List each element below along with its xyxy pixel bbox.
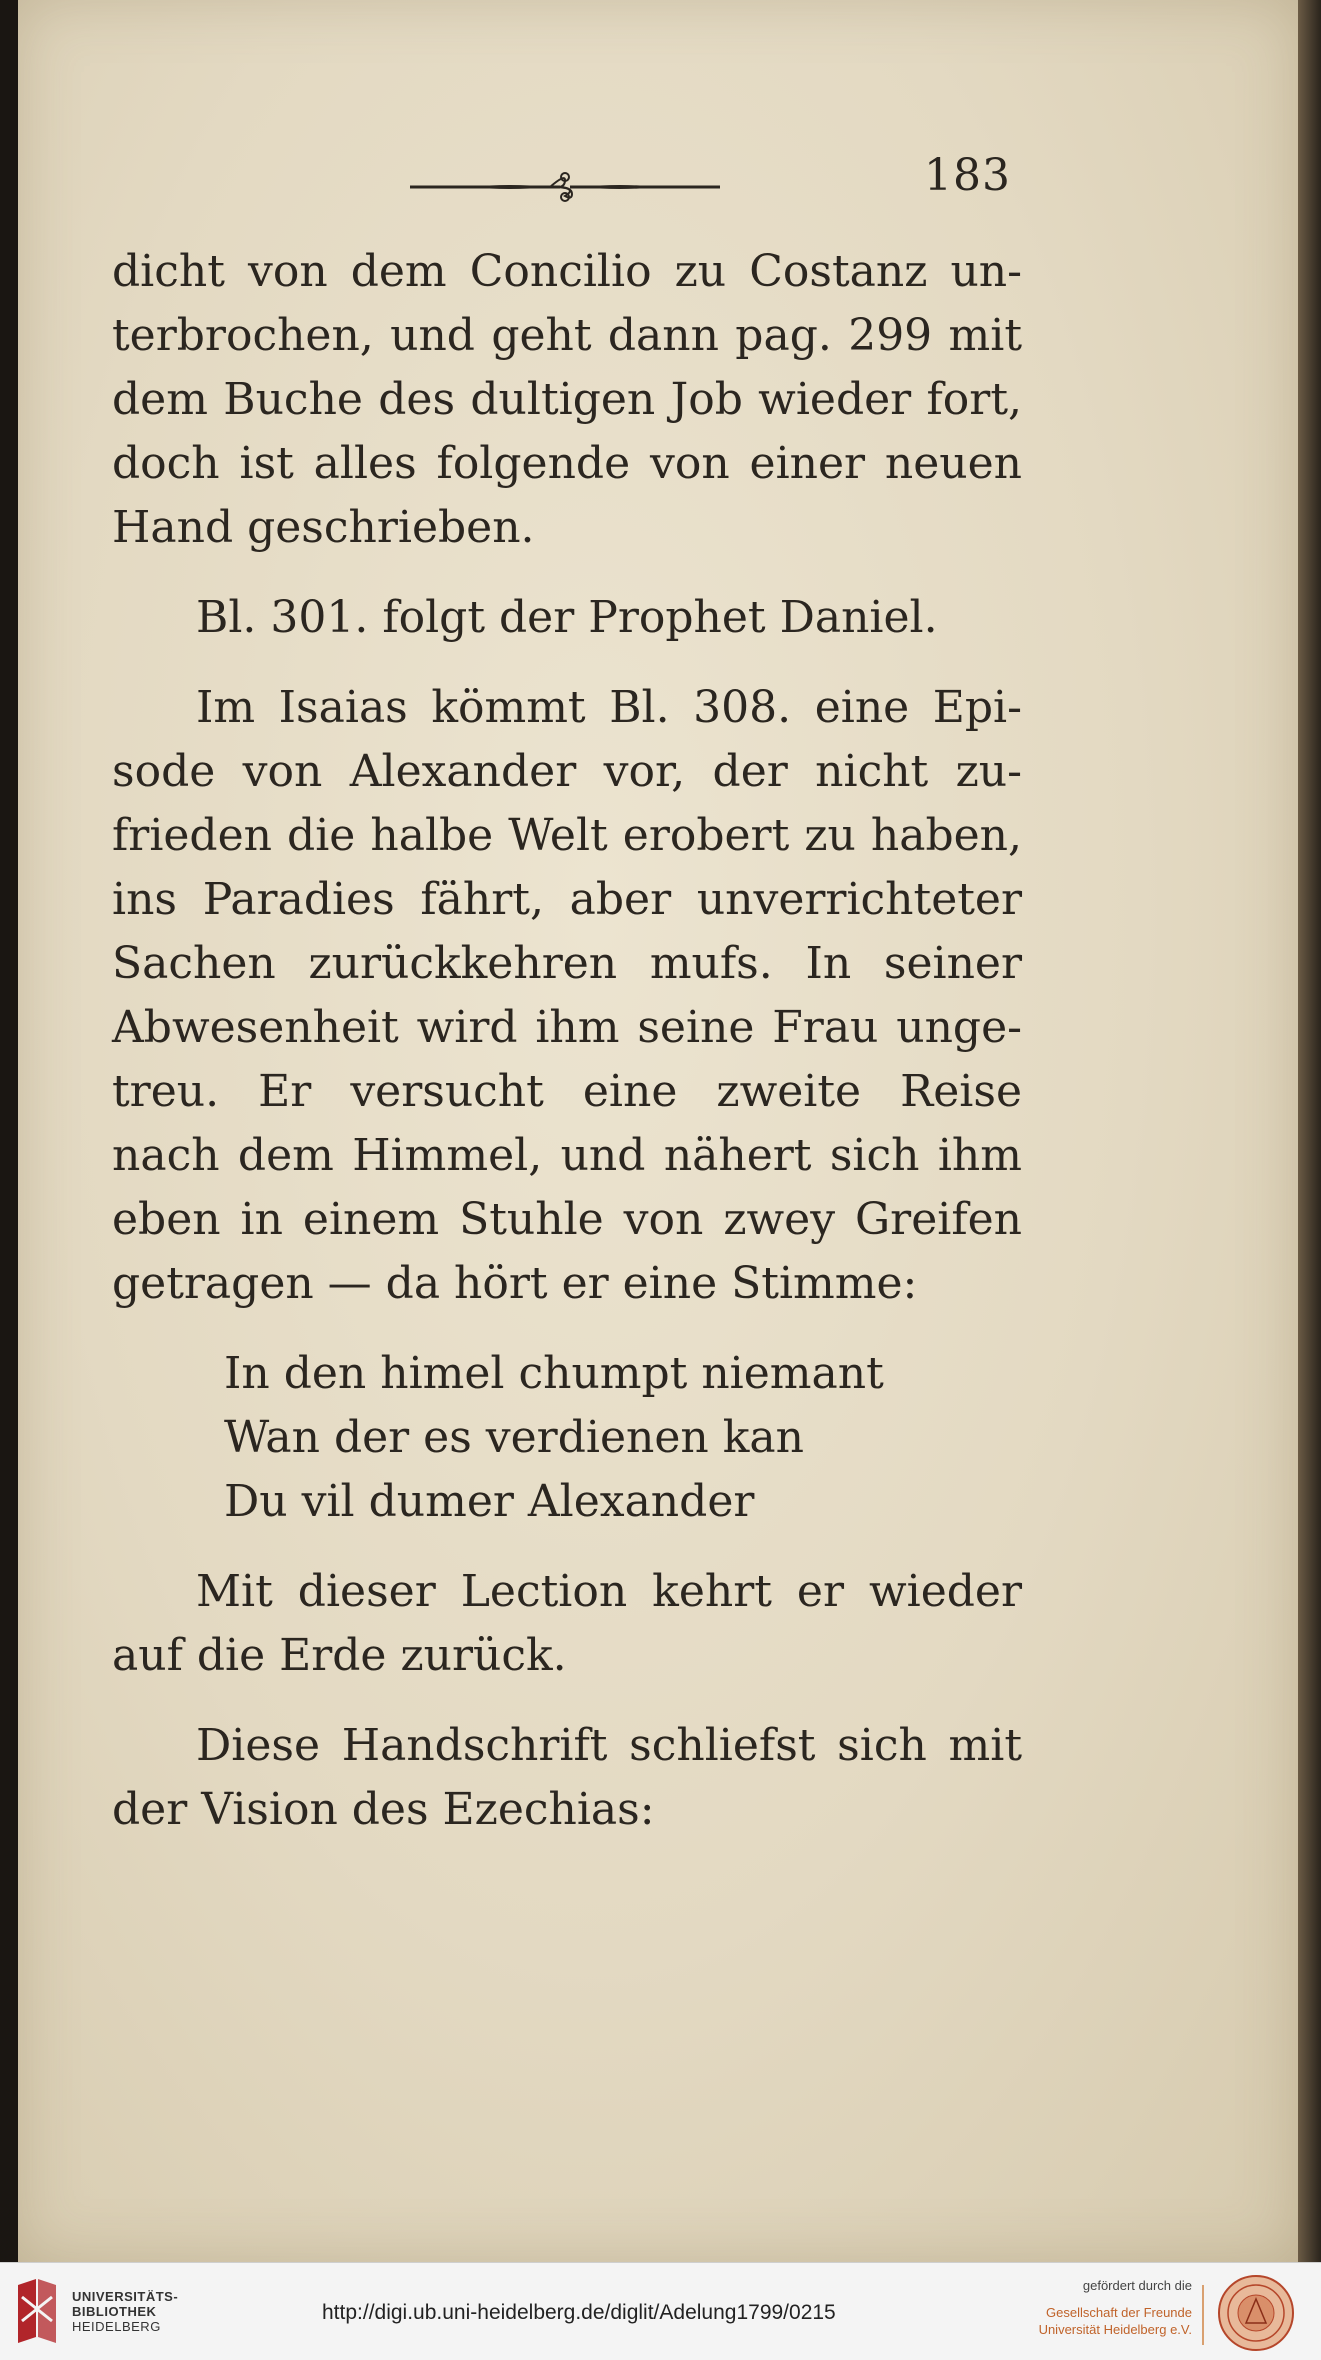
text-line: doch ist alles folgende von einer neuen (112, 438, 1022, 489)
text-line: auf die Erde zurück. (112, 1630, 567, 1681)
library-name-line: BIBLIOTHEK (72, 2304, 157, 2319)
text-line: ins Paradies fährt, aber unverrichteter (112, 874, 1022, 925)
library-name (72, 2289, 178, 2334)
paragraph-gap (112, 1688, 1022, 1714)
footer-divider (1202, 2285, 1204, 2345)
text-line: nach dem Himmel, und nähert sich ihm (112, 1130, 1022, 1181)
paragraph-gap (112, 560, 1022, 586)
text-line: sode von Alexander vor, der nicht zu- (112, 746, 1022, 797)
text-line: dicht von dem Concilio zu Costanz un- (112, 246, 1022, 297)
text-line: getragen — da hört er eine Stimme: (112, 1258, 918, 1309)
text-line: Mit dieser Lection kehrt er wieder (196, 1566, 1022, 1617)
book-spine-edge (1298, 0, 1321, 2262)
paragraph (112, 240, 1022, 560)
paragraph (112, 1560, 1022, 1688)
university-seal-icon (1216, 2273, 1296, 2353)
paragraph (112, 1714, 1022, 1842)
sponsor-credit (1000, 2277, 1192, 2338)
permalink-url[interactable]: http://digi.ub.uni-heidelberg.de/diglit/Adelung1799/0215 (322, 2301, 836, 2324)
text-line: eben in einem Stuhle von zwey Greifen (112, 1194, 1022, 1245)
ub-heidelberg-logo-icon (14, 2277, 60, 2345)
text-line: Sachen zurückkehren mufs. In seiner (112, 938, 1022, 989)
page-number: 183 (924, 150, 1011, 201)
sponsor-org-line: Gesellschaft der Freunde (1046, 2305, 1192, 2320)
paragraph-gap (112, 1316, 1022, 1342)
verse-line: Wan der es verdienen kan (224, 1412, 804, 1463)
digitization-footer (0, 2262, 1321, 2360)
text-line: Im Isaias kömmt Bl. 308. eine Epi- (196, 682, 1022, 733)
text-line: Diese Handschrift schliefst sich mit (196, 1720, 1022, 1771)
text-line: terbrochen, und geht dann pag. 299 mit (112, 310, 1022, 361)
ornamental-rule-icon (410, 172, 720, 202)
text-line: Hand geschrieben. (112, 502, 535, 553)
sponsor-lead: gefördert durch die (1082, 2278, 1192, 2293)
sponsor-org-line: Universität Heidelberg e.V. (1038, 2322, 1192, 2337)
paragraph (112, 676, 1022, 1316)
text-line: Bl. 301. folgt der Prophet Daniel. (196, 592, 938, 643)
paragraph-gap (112, 650, 1022, 676)
verse-line: In den himel chumpt niemant (224, 1348, 884, 1399)
text-line: treu. Er versucht eine zweite Reise (112, 1066, 1022, 1117)
library-name-line: UNIVERSITÄTS- (72, 2289, 179, 2304)
text-line: dem Buche des dultigen Job wieder fort, (112, 374, 1022, 425)
library-name-line: HEIDELBERG (72, 2319, 161, 2334)
book-page (18, 0, 1298, 2262)
text-line: frieden die halbe Welt erobert zu haben, (112, 810, 1022, 861)
verse-line: Du vil dumer Alexander (224, 1476, 755, 1527)
page-header (18, 150, 1298, 210)
paragraph (112, 586, 1022, 650)
text-line: der Vision des Ezechias: (112, 1784, 655, 1835)
page-body-text (112, 240, 1022, 1842)
verse-block (112, 1342, 1022, 1534)
paragraph-gap (112, 1534, 1022, 1560)
text-line: Abwesenheit wird ihm seine Frau unge- (112, 1002, 1022, 1053)
